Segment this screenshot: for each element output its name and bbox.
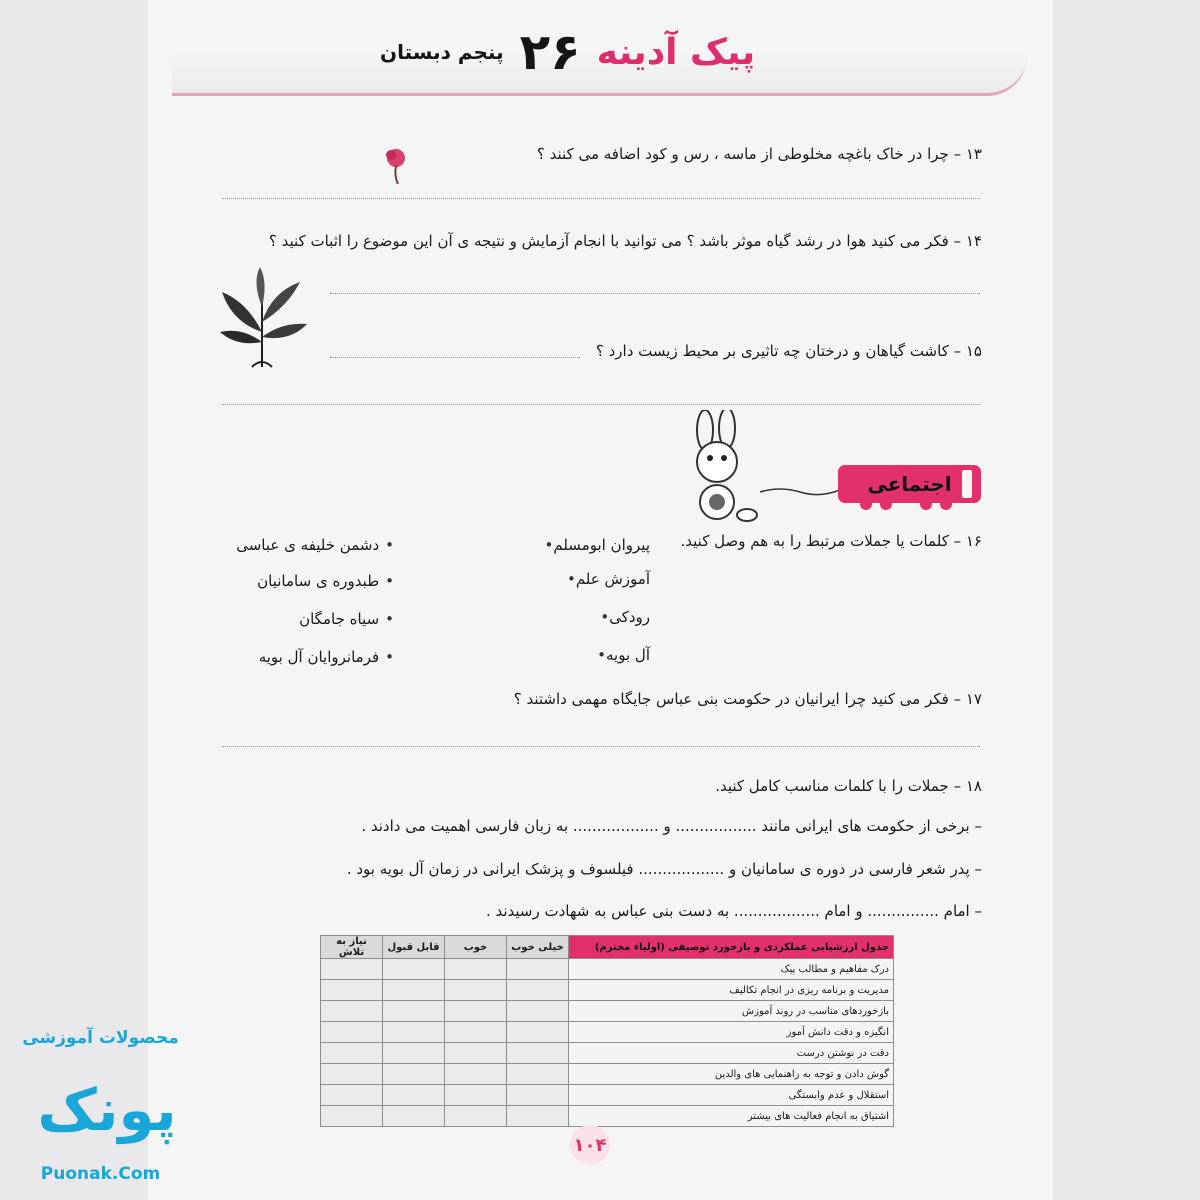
rating-cell[interactable] xyxy=(383,1043,445,1064)
rabbit-icon xyxy=(675,410,770,530)
rating-cell[interactable] xyxy=(383,1022,445,1043)
answer-line[interactable] xyxy=(330,293,980,294)
answer-line[interactable] xyxy=(222,198,980,199)
watermark-logo xyxy=(18,1018,183,1188)
badge-wheel xyxy=(860,498,872,510)
criterion: مدیریت و برنامه ریزی در انجام تکالیف xyxy=(569,980,894,1001)
answer-line[interactable] xyxy=(222,404,980,405)
section-badge: اجتماعی xyxy=(838,465,981,503)
table-row xyxy=(321,1085,894,1106)
badge-wheel xyxy=(920,498,932,510)
rating-cell[interactable] xyxy=(321,1085,383,1106)
rating-cell[interactable] xyxy=(507,1022,569,1043)
plant-icon xyxy=(212,262,312,372)
table-row xyxy=(321,1043,894,1064)
question-14: ۱۴ – فکر می کنید هوا در رشد گیاه موثر باشد ؟ می توانید با انجام آزمایش و نتیجه ی آن این موضوع را اثبات کنید ؟ xyxy=(268,232,982,250)
rating-cell[interactable] xyxy=(445,1022,507,1043)
table-row xyxy=(321,980,894,1001)
fill-in-line[interactable]: – امام ............... و امام .................. به دست بنی عباس به شهادت رسیدند . xyxy=(485,902,982,920)
rating-cell[interactable] xyxy=(383,980,445,1001)
page-number: ۱۰۴ xyxy=(570,1125,610,1165)
rating-cell[interactable] xyxy=(445,1001,507,1022)
rating-cell[interactable] xyxy=(445,980,507,1001)
criterion: دقت در نوشتن درست xyxy=(569,1043,894,1064)
evaluation-table xyxy=(320,935,894,1127)
rating-cell[interactable] xyxy=(383,1085,445,1106)
match-left-item[interactable]: •سیاه جامگان xyxy=(299,610,394,628)
match-right-item[interactable]: آموزش علم• xyxy=(566,570,650,588)
criterion: استقلال و عدم وابستگی xyxy=(569,1085,894,1106)
rating-cell[interactable] xyxy=(383,959,445,980)
question-13: ۱۳ – چرا در خاک باغچه مخلوطی از ماسه ، رس و کود اضافه می کنند ؟ xyxy=(536,145,982,163)
question-15: ۱۵ – کاشت گیاهان و درختان چه تاثیری بر محیط زیست دارد ؟ xyxy=(595,342,982,360)
table-header: جدول ارزشیابی عملکردی و بازخورد توصیفی (اولیاء محترم) xyxy=(569,936,894,959)
question-18: ۱۸ – جملات را با کلمات مناسب کامل کنید. xyxy=(715,777,982,795)
criterion: انگیزه و دقت دانش آموز xyxy=(569,1022,894,1043)
match-right-item[interactable]: رودکی• xyxy=(600,608,650,626)
table-row xyxy=(321,1064,894,1085)
match-left-item[interactable]: •فرمانروایان آل بویه xyxy=(258,648,394,666)
rating-cell[interactable] xyxy=(507,980,569,1001)
rating-cell[interactable] xyxy=(321,1106,383,1127)
badge-tab xyxy=(962,470,972,498)
criterion: درک مفاهیم و مطالب پیک xyxy=(569,959,894,980)
rating-cell[interactable] xyxy=(383,1064,445,1085)
watermark-url: Puonak.Com xyxy=(40,1164,161,1184)
rating-cell[interactable] xyxy=(507,1064,569,1085)
table-row xyxy=(321,1106,894,1127)
rating-cell[interactable] xyxy=(507,1001,569,1022)
header-title: پیک آدینه xyxy=(596,31,756,73)
fill-in-line[interactable]: – برخی از حکومت های ایرانی مانند ................. و .................. به زبان فارسی اهمیت می دادند . xyxy=(361,817,982,835)
rating-cell[interactable] xyxy=(507,1085,569,1106)
question-17: ۱۷ – فکر می کنید چرا ایرانیان در حکومت بنی عباس جایگاه مهمی داشتند ؟ xyxy=(513,690,982,708)
rating-cell[interactable] xyxy=(321,1022,383,1043)
watermark-top-text: محصولات آموزشی xyxy=(22,1028,179,1048)
rating-cell[interactable] xyxy=(507,1043,569,1064)
header-number: ۲۶ xyxy=(519,23,581,81)
rating-cell[interactable] xyxy=(507,1106,569,1127)
table-row xyxy=(321,959,894,980)
rating-cell[interactable] xyxy=(321,1001,383,1022)
badge-wheel xyxy=(880,498,892,510)
table-header: قابل قبول xyxy=(383,936,445,959)
rating-cell[interactable] xyxy=(383,1106,445,1127)
rating-cell[interactable] xyxy=(321,1043,383,1064)
table-header: خیلی خوب xyxy=(507,936,569,959)
rating-cell[interactable] xyxy=(507,959,569,980)
flower-icon xyxy=(380,146,414,186)
puonak-logo-icon xyxy=(32,1068,182,1153)
rating-cell[interactable] xyxy=(445,1043,507,1064)
page-header xyxy=(380,24,755,80)
watermark-word: پونک xyxy=(37,1076,177,1144)
pull-string xyxy=(760,486,840,496)
fill-in-line[interactable]: – پدر شعر فارسی در دوره ی سامانیان و .................. فیلسوف و پزشک ایرانی در زمان آل بویه بود . xyxy=(346,860,982,878)
table-row xyxy=(321,1001,894,1022)
badge-wheel xyxy=(940,498,952,510)
question-16: ۱۶ – کلمات یا جملات مرتبط را به هم وصل کنید. xyxy=(680,532,982,550)
header-grade: پنجم دبستان xyxy=(380,40,504,64)
rating-cell[interactable] xyxy=(445,959,507,980)
match-right-item[interactable]: پیروان ابومسلم• xyxy=(544,536,650,554)
rating-cell[interactable] xyxy=(445,1064,507,1085)
answer-line[interactable] xyxy=(222,746,980,747)
match-left-item[interactable]: •دشمن خلیفه ی عباسی xyxy=(236,536,394,554)
rating-cell[interactable] xyxy=(321,959,383,980)
rating-cell[interactable] xyxy=(321,1064,383,1085)
rating-cell[interactable] xyxy=(321,980,383,1001)
answer-line[interactable] xyxy=(330,357,580,358)
criterion: اشتیاق به انجام فعالیت های بیشتر xyxy=(569,1106,894,1127)
criterion: بازخوردهای مناسب در روند آموزش xyxy=(569,1001,894,1022)
rating-cell[interactable] xyxy=(445,1106,507,1127)
criterion: گوش دادن و توجه به راهنمایی های والدین xyxy=(569,1064,894,1085)
match-left-item[interactable]: •طبدوره ی سامانیان xyxy=(257,572,394,590)
table-header-row xyxy=(321,936,894,959)
table-row xyxy=(321,1022,894,1043)
rating-cell[interactable] xyxy=(383,1001,445,1022)
table-header: خوب xyxy=(445,936,507,959)
rating-cell[interactable] xyxy=(445,1085,507,1106)
table-header: نیاز به تلاش xyxy=(321,936,383,959)
match-right-item[interactable]: آل بویه• xyxy=(597,646,650,664)
